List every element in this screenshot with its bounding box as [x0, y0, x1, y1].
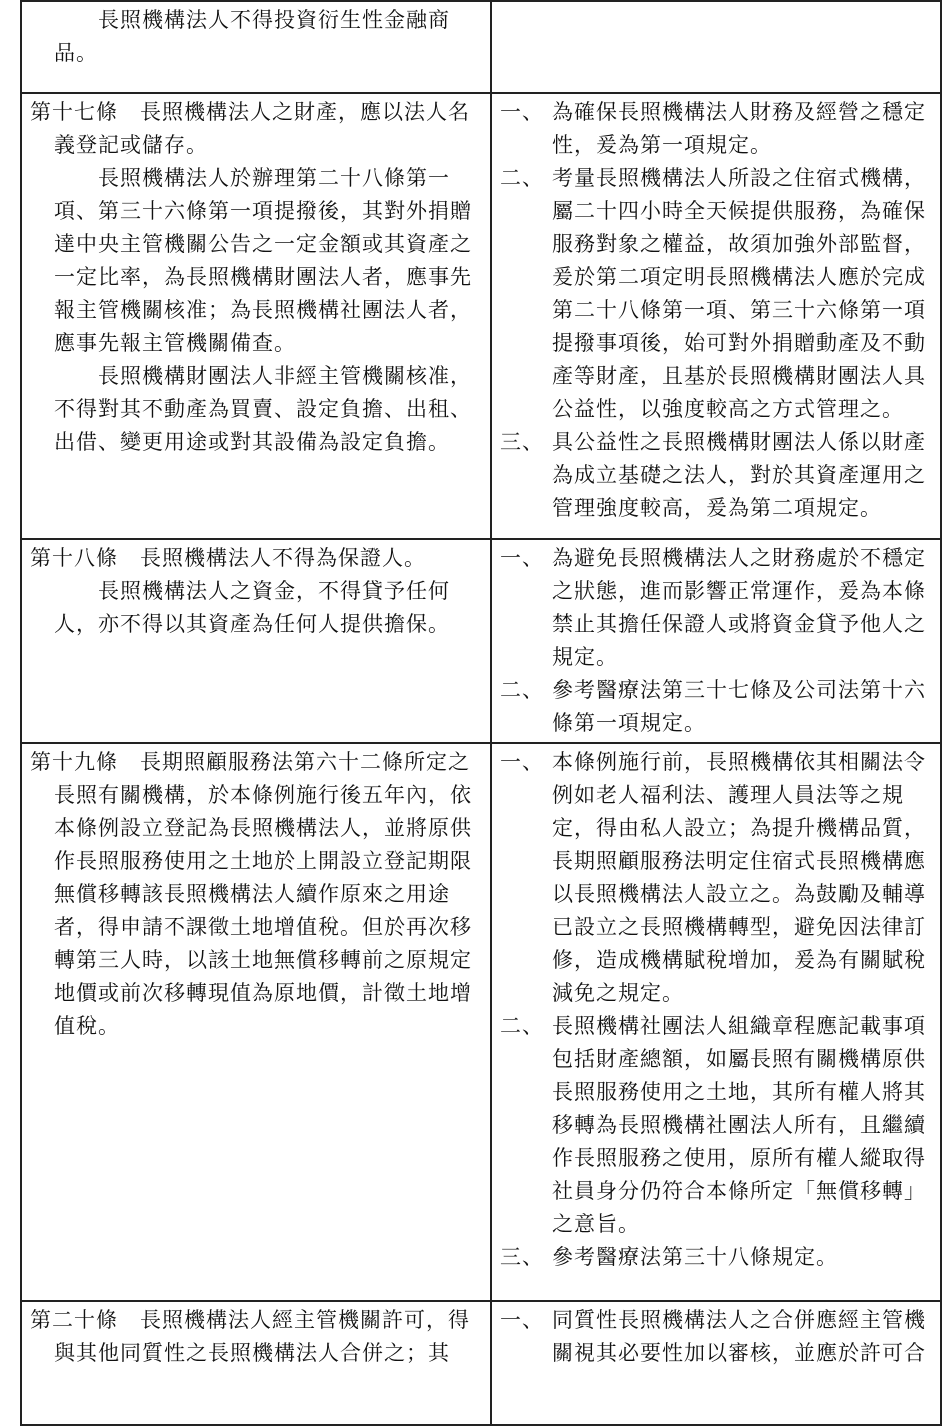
item-number: 三、: [500, 1245, 544, 1269]
article-text-cell: [21, 1, 491, 93]
item-number: 二、: [500, 166, 544, 190]
item-number: 一、: [500, 546, 544, 570]
article-paragraph: 長照機構財團法人非經主管機關核准，不得對其不動產為買賣、設定負擔、出租、出借、變更用途或對其設備為設定負擔。: [54, 364, 472, 454]
item-number: 二、: [500, 1014, 544, 1038]
explanation-item: [500, 674, 932, 740]
item-text: 具公益性之長照機構財團法人係以財產為成立基礎之法人，對於其資產運用之管理強度較高，爰為第二項規定。: [552, 430, 926, 520]
item-text: 本條例施行前，長照機構依其相關法令例如老人福利法、護理人員法等之規定，得由私人設立；為提升機構品質，長期照顧服務法明定住宿式長照機構應以長照機構法人設立之。為鼓勵及輔導已設立之長照機構轉型，避免因法律訂修，造成機構賦稅增加，爰為有關賦稅減免之規定。: [552, 750, 926, 1005]
table-row: [21, 539, 941, 743]
item-text: 長照機構社團法人組織章程應記載事項包括財產總額，如屬長照有關機構原供長照服務使用之土地，其所有權人將其移轉為長照機構社團法人所有，且繼續作長照服務之使用，原所有權人縱取得社員身分仍符合本條所定「無償移轉」之意旨。: [552, 1014, 926, 1236]
item-text: 為避免長照機構法人之財務處於不穩定之狀態，進而影響正常運作，爰為本條禁止其擔任保證人或將資金貸予他人之規定。: [552, 546, 926, 669]
explanation-cell: [491, 1301, 941, 1425]
item-text: 參考醫療法第三十七條及公司法第十六條第一項規定。: [552, 678, 926, 735]
explanation-cell: [491, 539, 941, 743]
item-text: 為確保長照機構法人財務及經營之穩定性，爰為第一項規定。: [552, 100, 926, 157]
article-heading-text: 第二十條 長照機構法人經主管機關許可，得與其他同質性之長照機構法人合併之；其: [30, 1308, 470, 1365]
item-number: 二、: [500, 678, 544, 702]
item-number: 一、: [500, 100, 544, 124]
item-text: 同質性長照機構法人之合併應經主管機關視其必要性加以審核，並應於許可合: [552, 1308, 926, 1365]
explanation-item: [500, 1241, 932, 1274]
table-row: [21, 1301, 941, 1425]
explanation-item: [500, 426, 932, 525]
explanation-cell: [491, 93, 941, 539]
explanation-item: [500, 162, 932, 426]
article-heading-text: 第十八條 長照機構法人不得為保證人。: [30, 546, 426, 570]
explanation-cell: [491, 743, 941, 1301]
law-comparison-table: [20, 0, 942, 1426]
article-paragraph: 長照機構法人於辦理第二十八條第一項、第三十六條第一項提撥後，其對外捐贈達中央主管機關公告之一定金額或其資產之一定比率，為長照機構財團法人者，應事先報主管機關核准；為長照機構社團法人者，應事先報主管機關備查。: [54, 166, 472, 355]
explanation-item: [500, 542, 932, 674]
article-heading-text: 第十七條 長照機構法人之財產，應以法人名義登記或儲存。: [30, 100, 470, 157]
item-number: 一、: [500, 1308, 544, 1332]
explanation-item: [500, 96, 932, 162]
article-text-cell: [21, 1301, 491, 1425]
article-paragraph: 長照機構法人不得投資衍生性金融商品。: [54, 8, 450, 65]
article-text-cell: [21, 93, 491, 539]
item-text: 考量長照機構法人所設之住宿式機構，屬二十四小時全天候提供服務，為確保服務對象之權益，故須加強外部監督，爰於第二項定明長照機構法人應於完成第二十八條第一項、第三十六條第一項提撥事項後，始可對外捐贈動產及不動產等財產，且基於長照機構財團法人具公益性，以強度較高之方式管理之。: [552, 166, 926, 421]
article-heading-text: 第十九條 長期照顧服務法第六十二條所定之長照有關機構，於本條例施行後五年內，依本條例設立登記為長照機構法人，並將原供作長照服務使用之土地於上開設立登記期限無償移轉該長照機構法人續作原來之用途者，得申請不課徵土地增值稅。但於再次移轉第三人時，以該土地無償移轉前之原規定地價或前次移轉現值為原地價，計徵土地增值稅。: [30, 750, 472, 1038]
item-number: 一、: [500, 750, 544, 774]
article-text-cell: [21, 743, 491, 1301]
item-text: 參考醫療法第三十八條規定。: [552, 1245, 838, 1269]
explanation-item: [500, 1304, 932, 1370]
article-paragraph: 長照機構法人之資金，不得貸予任何人，亦不得以其資產為任何人提供擔保。: [54, 579, 450, 636]
item-number: 三、: [500, 430, 544, 454]
table-row: [21, 1, 941, 93]
table-row: [21, 743, 941, 1301]
table-row: [21, 93, 941, 539]
explanation-cell: [491, 1, 941, 93]
explanation-item: [500, 746, 932, 1010]
explanation-item: [500, 1010, 932, 1241]
article-text-cell: [21, 539, 491, 743]
